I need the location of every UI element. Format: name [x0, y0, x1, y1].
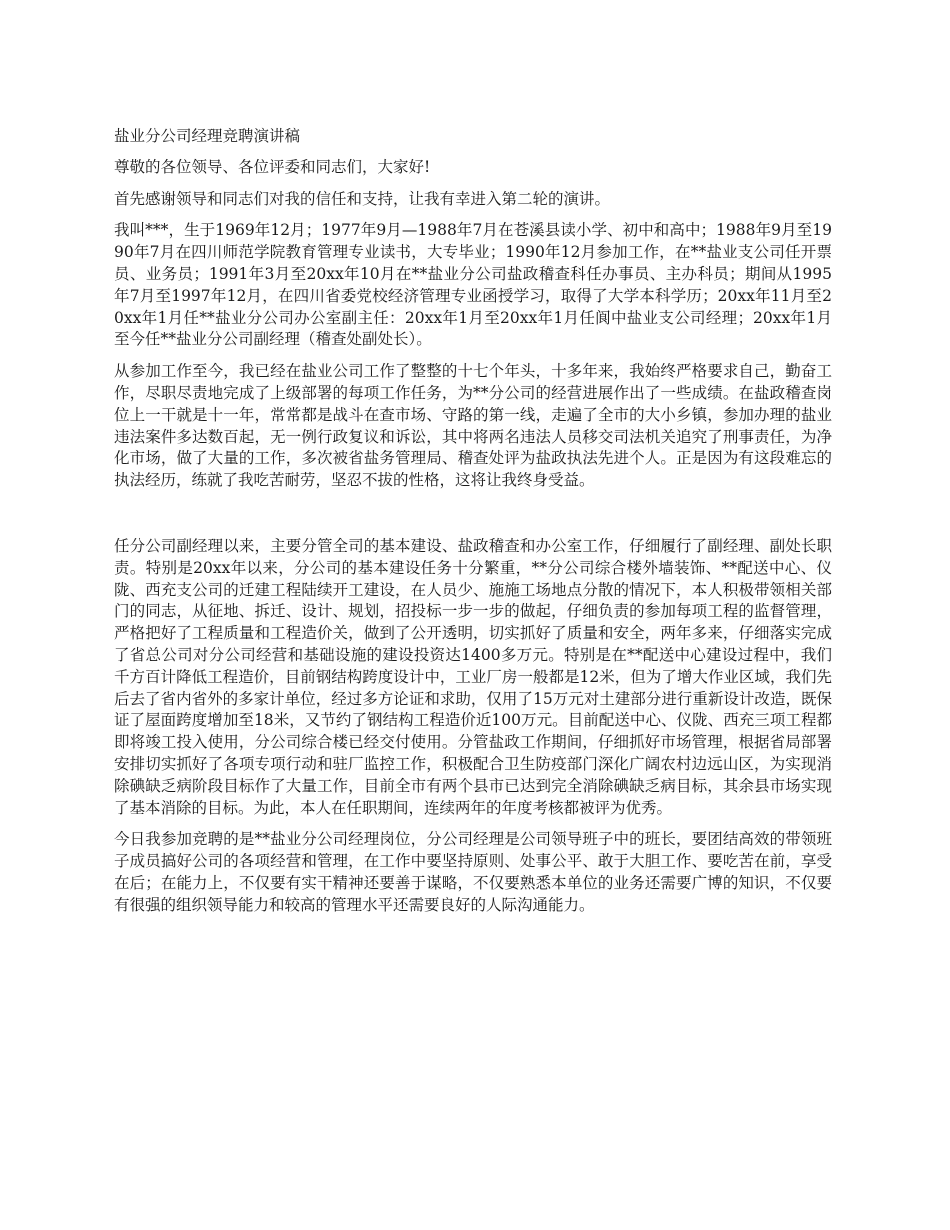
paragraph-achievements: 任分公司副经理以来，主要分管全司的基本建设、盐政稽查和办公室工作，仔细履行了副经理、副处长职责。特别是20xx年以来，分公司的基本建设任务十分繁重，**分公司综合楼外墙装饰、**配送中心、仪陇、西充支公司的迁建工程陆续开工建设，在人员少、施施工场地点分散的情况下，本人积极带领相关部门的同志，从征地、拆迁、设计、规划，招投标一步一步的做起，仔细负责的参加每项工程的监督管理，严格把好了工程质量和工程造价关，做到了公开透明，切实抓好了质量和安全，两年多来，仔细落实完成了省总公司对分公司经营和基础设施的建设投资达1400多万元。特别是在**配送中心建设过程中，我们千方百计降低工程造价，目前钢结构跨度设计中，工业厂房一般都是12米，但为了增大作业区域，我们先后去了省内省外的多家计单位，经过多方论证和求助，仅用了15万元对土建部分进行重新设计改造，既保证了屋面跨度增加至18米，又节约了钢结构工程造价近100万元。目前配送中心、仪陇、西充三项工程都即将竣工投入使用，分公司综合楼已经交付使用。分管盐政工作期间，仔细抓好市场管理，根据省局部署安排切实抓好了各项专项行动和驻厂监控工作，积极配合卫生防疫部门深化广阔农村边远山区，为实现消除碘缺乏病阶段目标作了大量工作，目前全市有两个县市已达到完全消除碘缺乏病目标，其余县市场实现了基本消除的目标。为此，本人在任职期间，连续两年的年度考核都被评为优秀。	[114, 536, 832, 817]
paragraph-work-history: 从参加工作至今，我已经在盐业公司工作了整整的十七个年头，十多年来，我始终严格要求自己，勤奋工作，尽职尽责地完成了上级部署的每项工作任务，为**分公司的经营进展作出了一些成绩。在盐政稽查岗位上一干就是十一年，常常都是战斗在查市场、守路的第一线，走遍了全市的大小乡镇，参加办理的盐业违法案件多达数百起，无一例行政复议和诉讼，其中将两名违法人员移交司法机关追究了刑事责任，为净化市场，做了大量的工作，多次被省盐务管理局、稽查处评为盐政执法先进个人。正是因为有这段难忘的执法经历，练就了我吃苦耐劳，坚忍不拔的性格，这将让我终身受益。	[114, 362, 832, 490]
paragraph-resume: 我叫***，生于1969年12月；1977年9月—1988年7月在苍溪县读小学、初中和高中；1988年9月至1990年7月在四川师范学院教育管理专业读书，大专毕业；1990年12月参加工作，在**盐业支公司任开票员、业务员；1991年3月至20xx年10月在**盐业分公司盐政稽查科任办事员、主办科员；期间从1995年7月至1997年12月，在四川省委党校经济管理专业函授学习，取得了大学本科学历；20xx年11月至20xx年1月任**盐业分公司办公室副主任：20xx年1月至20xx年1月任阆中盐业支公司经理；20xx年1月至今任**盐业分公司副经理（稽查处副处长）。	[114, 221, 832, 349]
paragraph-thanks: 首先感谢领导和同志们对我的信任和支持，让我有幸进入第二轮的演讲。	[114, 189, 611, 208]
paragraph-greeting: 尊敬的各位领导、各位评委和同志们，大家好!	[114, 157, 431, 176]
paragraph-position: 今日我参加竞聘的是**盐业分公司经理岗位，分公司经理是公司领导班子中的班长，要团结高效的带领班子成员搞好公司的各项经营和管理，在工作中要坚持原则、处事公平、敢于大胆工作、要吃苦在前，享受在后；在能力上，不仅要有实干精神还要善于谋略，不仅要熟悉本单位的业务还需要广博的知识，不仅要有很强的组织领导能力和较高的管理水平还需要良好的人际沟通能力。	[114, 830, 832, 914]
document-body	[114, 126, 832, 927]
document-title: 盐业分公司经理竞聘演讲稿	[114, 127, 301, 145]
section-gap	[114, 502, 832, 536]
